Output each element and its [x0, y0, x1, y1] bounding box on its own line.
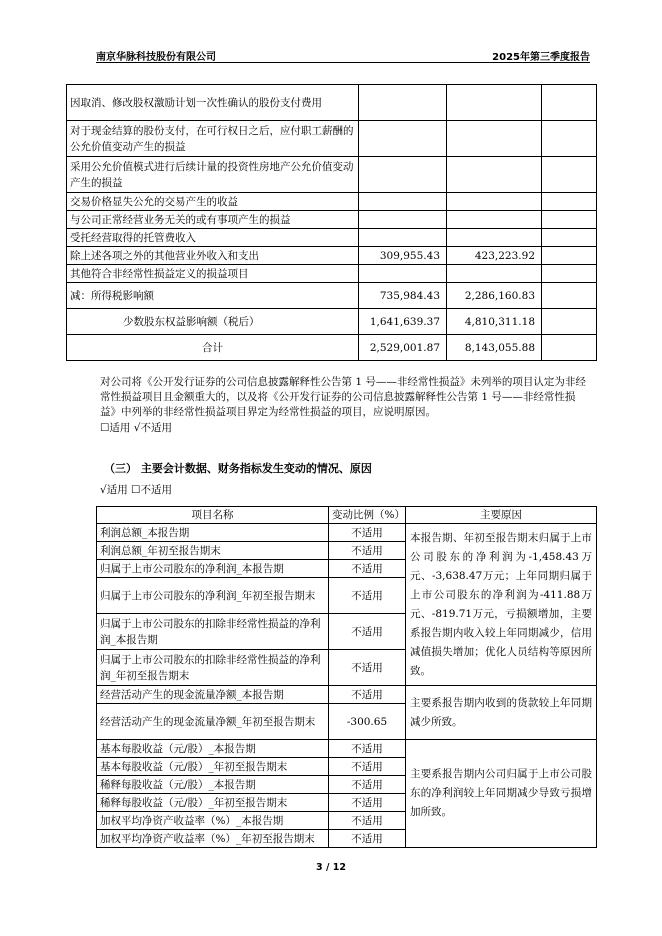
item-cell: 减：所得税影响额: [67, 283, 359, 309]
note-cell: [542, 335, 597, 361]
indicator-name: 归属于上市公司股东的扣除非经常性损益的净利润_年初至报告期末: [97, 650, 329, 686]
header-main-reason: 主要原因: [406, 507, 597, 524]
change-ratio: 不适用: [329, 524, 406, 542]
current-period-cell: [359, 157, 447, 193]
header-change-ratio: 变动比例（%）: [329, 507, 406, 524]
indicator-name: 稀释每股收益（元/股）_本报告期: [97, 776, 329, 794]
table-row: [67, 121, 597, 157]
ytd-cell: [447, 193, 542, 211]
indicator-name: 利润总额_年初至报告期末: [97, 542, 329, 560]
change-ratio: 不适用: [329, 758, 406, 776]
indicator-name: 利润总额_本报告期: [97, 524, 329, 542]
key-indicators-table: [96, 506, 597, 848]
table-row: [67, 157, 597, 193]
change-ratio: 不适用: [329, 812, 406, 830]
table-row: [67, 211, 597, 229]
item-cell: 除上述各项之外的其他营业外收入和支出: [67, 247, 359, 265]
ytd-cell: [447, 157, 542, 193]
indicator-name: 稀释每股收益（元/股）_年初至报告期末: [97, 794, 329, 812]
current-period-cell: 735,984.43: [359, 283, 447, 309]
item-cell: 少数股东权益影响额（税后）: [67, 309, 359, 335]
change-ratio: 不适用: [329, 794, 406, 812]
page-number: 3 / 12: [316, 862, 346, 873]
reason-cell: 主要系报告期内公司归属于上市公司股东的净利润较上年同期减少导致亏损增加所致。: [406, 740, 597, 848]
header-divider: [96, 62, 590, 63]
note-cell: [542, 283, 597, 309]
note-cell: [542, 121, 597, 157]
reason-cell: 主要系报告期内收到的货款较上年同期减少所致。: [406, 686, 597, 740]
table-row: [97, 740, 597, 758]
explanation-text: 对公司将《公开发行证券的公司信息披露解释性公告第 1 号——非经常性损益》未列举的项目认定为非经常性损益项目且金额重大的，以及将《公开发行证券的公司信息披露解释性公告第 1 号——非经常性损益》中列举的非经常性损益项目界定为经常性损益的项目，应说明原因。: [100, 376, 586, 418]
change-ratio: 不适用: [329, 542, 406, 560]
note-cell: [542, 247, 597, 265]
applicability-check-2: √适用 ☐不适用: [100, 484, 172, 496]
current-period-cell: [359, 121, 447, 157]
change-ratio: 不适用: [329, 650, 406, 686]
note-cell: [542, 85, 597, 121]
current-period-cell: [359, 193, 447, 211]
explanation-paragraph: [100, 375, 590, 420]
note-cell: [542, 265, 597, 283]
ytd-cell: 2,286,160.83: [447, 283, 542, 309]
item-cell: 与公司正常经营业务无关的或有事项产生的损益: [67, 211, 359, 229]
indicator-name: 加权平均净资产收益率（%）_年初至报告期末: [97, 830, 329, 848]
indicator-name: 归属于上市公司股东的净利润_年初至报告期末: [97, 578, 329, 614]
change-ratio: 不适用: [329, 614, 406, 650]
table-header-row: [97, 507, 597, 524]
note-cell: [542, 309, 597, 335]
report-title: 2025年第三季度报告: [492, 52, 590, 63]
item-cell: 其他符合非经常性损益定义的损益项目: [67, 265, 359, 283]
ytd-cell: [447, 85, 542, 121]
change-ratio: -300.65: [329, 704, 406, 740]
section-title: （三） 主要会计数据、财务指标发生变动的情况、原因: [104, 462, 372, 475]
current-period-cell: [359, 85, 447, 121]
ytd-cell: 423,223.92: [447, 247, 542, 265]
current-period-cell: 309,955.43: [359, 247, 447, 265]
current-period-cell: [359, 229, 447, 247]
reason-cell: 本报告期、年初至报告期末归属于上市公司股东的净利润为-1,458.43万元、-3,638.47万元；上年同期归属于上市公司股东的净利润为-411.88万元、-819.71万元，亏损额增加，主要系报告期内收入较上年同期减少，信用减值损失增加；优化人员结构等原因所致。: [406, 524, 597, 686]
current-period-cell: 1,641,639.37: [359, 309, 447, 335]
table-row: [67, 229, 597, 247]
page-header: [96, 48, 590, 62]
indicator-name: 经营活动产生的现金流量净额_年初至报告期末: [97, 704, 329, 740]
change-ratio: 不适用: [329, 740, 406, 758]
item-cell: 受托经营取得的托管费收入: [67, 229, 359, 247]
indicator-name: 归属于上市公司股东的扣除非经常性损益的净利润_本报告期: [97, 614, 329, 650]
change-ratio: 不适用: [329, 578, 406, 614]
table-row: [67, 193, 597, 211]
ytd-cell: [447, 121, 542, 157]
table-row: [67, 247, 597, 265]
ytd-cell: [447, 229, 542, 247]
current-period-cell: 2,529,001.87: [359, 335, 447, 361]
change-ratio: 不适用: [329, 776, 406, 794]
indicator-name: 经营活动产生的现金流量净额_本报告期: [97, 686, 329, 704]
table-row: [67, 265, 597, 283]
indicator-name: 基本每股收益（元/股）_本报告期: [97, 740, 329, 758]
ytd-cell: [447, 265, 542, 283]
ytd-cell: [447, 211, 542, 229]
item-cell: 因取消、修改股权激励计划一次性确认的股份支付费用: [67, 85, 359, 121]
item-cell: 采用公允价值模式进行后续计量的投资性房地产公允价值变动产生的损益: [67, 157, 359, 193]
non-recurring-gains-table: [66, 84, 597, 361]
ytd-cell: 8,143,055.88: [447, 335, 542, 361]
item-cell: 对于现金结算的股份支付，在可行权日之后，应付职工薪酬的公允价值变动产生的损益: [67, 121, 359, 157]
header-item-name: 项目名称: [97, 507, 329, 524]
change-ratio: 不适用: [329, 686, 406, 704]
table-row: [67, 85, 597, 121]
change-ratio: 不适用: [329, 560, 406, 578]
table-row: [97, 524, 597, 542]
current-period-cell: [359, 211, 447, 229]
change-ratio: 不适用: [329, 830, 406, 848]
table-row: [67, 335, 597, 361]
current-period-cell: [359, 265, 447, 283]
table-row: [67, 283, 597, 309]
note-cell: [542, 229, 597, 247]
note-cell: [542, 157, 597, 193]
table-row: [67, 309, 597, 335]
indicator-name: 归属于上市公司股东的净利润_本报告期: [97, 560, 329, 578]
ytd-cell: 4,810,311.18: [447, 309, 542, 335]
total-label: 合计: [67, 335, 359, 361]
note-cell: [542, 211, 597, 229]
applicability-check-1: ☐适用 √不适用: [100, 422, 172, 434]
item-cell: 交易价格显失公允的交易产生的收益: [67, 193, 359, 211]
company-name: 南京华脉科技股份有限公司: [96, 52, 216, 63]
indicator-name: 基本每股收益（元/股）_年初至报告期末: [97, 758, 329, 776]
table-row: [97, 686, 597, 704]
indicator-name: 加权平均净资产收益率（%）_本报告期: [97, 812, 329, 830]
note-cell: [542, 193, 597, 211]
